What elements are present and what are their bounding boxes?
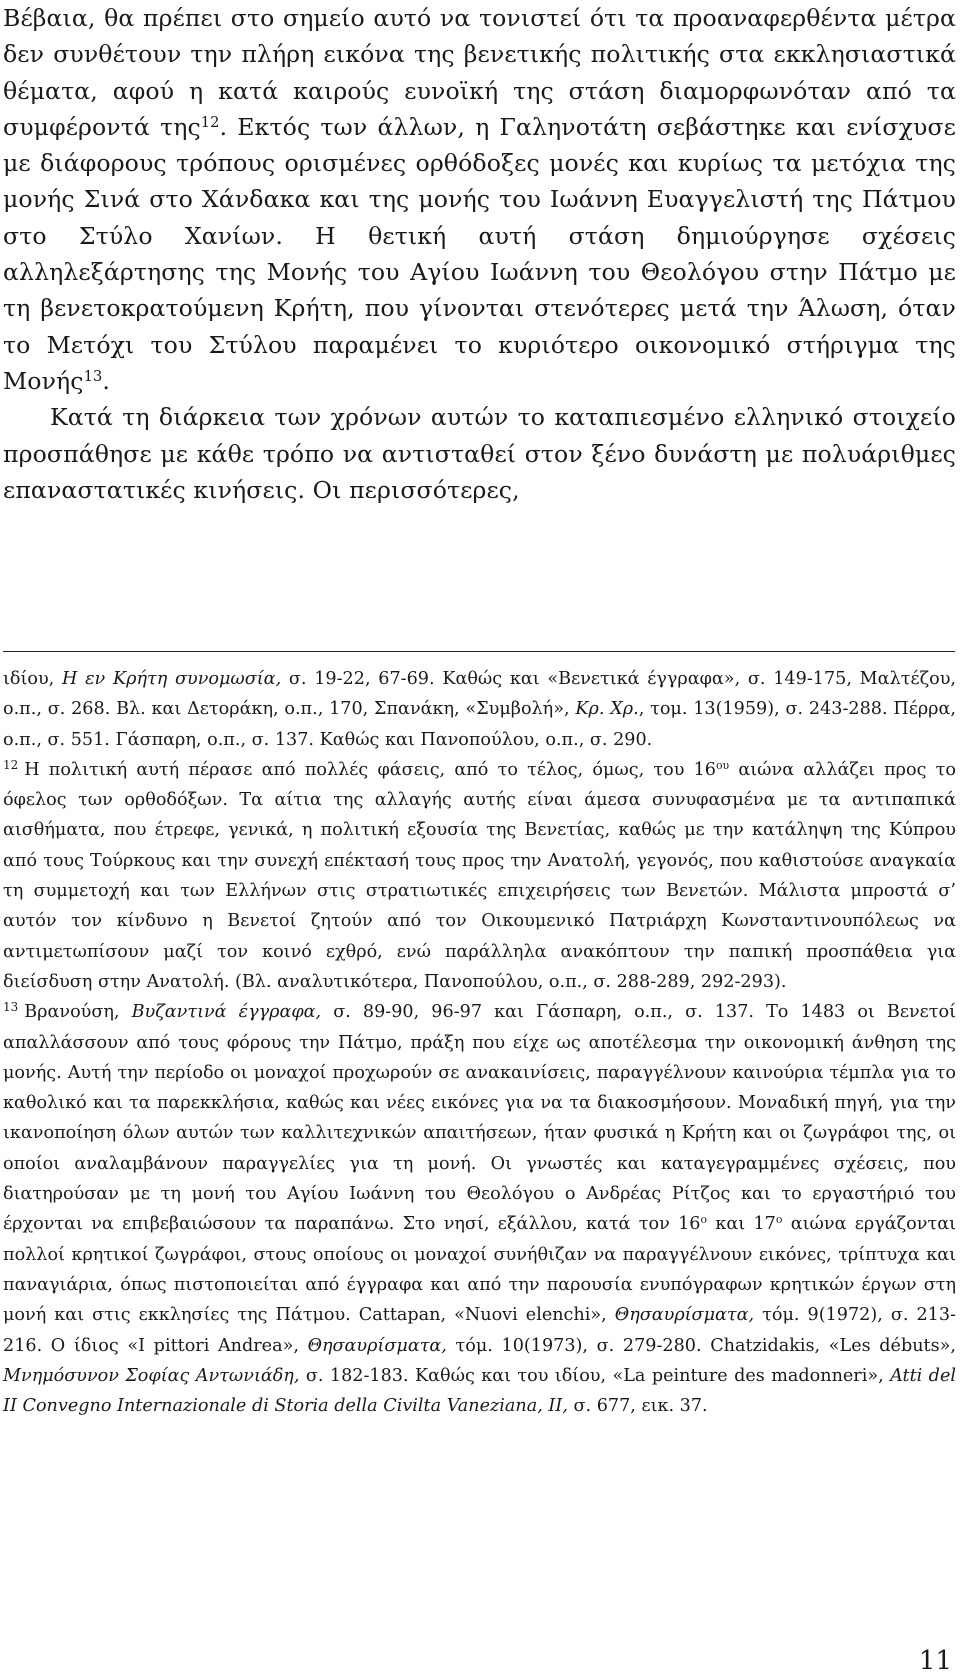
page-number: 11 (918, 1646, 952, 1676)
main-text (3, 0, 956, 508)
paragraph-1: Βέβαια, θα πρέπει στο σημείο αυτό να τονιστεί ότι τα προαναφερθέντα μέτρα δεν συνθέτουν την πλήρη εικόνα της βενετικής πολιτικής στα εκκλησιαστικά θέματα, αφού η κατά καιρούς ευνοϊκή της στάση διαμορφωνόταν από τα συμφέροντά της$^{12}$. Εκτός των άλλων, η Γαληνοτάτη σεβάστηκε και ενίσχυσε με διάφορους τρόπους ορισμένες ορθόδοξες μονές και κυρίως τα μετόχια της μονής Σινά στο Χάνδακα και της μονής του Ιωάννη Ευαγγελιστή της Πάτμου στο Στύλο Χανίων. Η θετική αυτή στάση δημιούργησε σχέσεις αλληλεξάρτησης της Μονής του Αγίου Ιωάννη του Θεολόγου στην Πάτμο με τη βενετοκρατούμενη Κρήτη, που γίνονται στενότερες μετά την Άλωση, όταν το Μετόχι του Στύλου παραμένει το κυριότερο οικονομικό στήριγμα της Μονής$^{13}$. (3, 4, 956, 395)
paragraph-2: Κατά τη διάρκεια των χρόνων αυτών το καταπιεσμένο ελληνικό στοιχείο προσπάθησε με κάθε τρόπο να αντισταθεί στον ξένο δυνάστη με πολυάριθμες επαναστατικές κινήσεις. Οι περισσότερες, (3, 403, 956, 504)
footnote-number: 13 (3, 1000, 19, 1015)
footnote-ref-12[interactable]: 12 (200, 113, 220, 131)
footnote-12: $^{12}$ Η πολιτική αυτή πέρασε από πολλές φάσεις, από το τέλος, όμως, του $16^{o\upsilon}$ αιώνα αλλάζει προς το όφελος των ορθοδόξων. Τα αίτια της αλλαγής αυτής είναι άμεσα συνυφασμένα με τα αντιπαπικά αισθήματα, που έτρεφε, γενικά, η πολιτική εξουσία της Βενετίας, καθώς με την κατάληψη της Κύπρου από τους Τούρκους και την συνεχή επέκτασή τους προς την Ανατολή, γεγονός, που καθιστούσε αναγκαία τη συμμετοχή και των Ελλήνων στις στρατιωτικές επιχειρήσεις των Βενετών. Μάλιστα μπροστά σ’ αυτόν τον κίνδυνο η Βενετοί ζητούν από τον Οικουμενικό Πατριάρχη Κωνσταντινουπόλεως να αντιμετωπίσουν μαζί τον κοινό εχθρό, ενώ παράλληλα ανακόπτουν την παπική προσπάθεια για διείσδυση στην Ανατολή. (Βλ. αναλυτικότερα, Πανοπούλου, ο.π., σ. 288-289, 292-293). (3, 757, 956, 992)
footnote-separator (3, 651, 955, 652)
footnote-13: $^{13}$ Βρανούση, Βυζαντινά έγγραφα, σ. 89-90, 96-97 και Γάσπαρη, ο.π., σ. 137. Το 1483 οι Βενετοί απαλλάσσουν από τους φόρους την Πάτμο, πράξη που είχε ως αποτέλεσμα την οικονομική άνθηση της μονής. Αυτή την περίοδο οι μοναχοί προχωρούν σε ανακαινίσεις, παραγγέλνουν καινούρια τέμπλα για το καθολικό και τα παρεκκλήσια, καθώς και νέες εικόνες για να τα διακοσμήσουν. Μοναδική πηγή, για την ικανοποίηση όλων αυτών των καλλιτεχνικών απαιτήσεων, ήταν φυσικά η Κρήτη και οι ζωγράφοι της, οι οποίοι αναλαμβάνουν παραγγελίες για τη μονή. Οι γνωστές και καταγεγραμμένες σχέσεις, που διατηρούσαν με τη μονή του Αγίου Ιωάννη του Θεολόγου ο Ανδρέας Ρίτζος και το εργαστήριό του έρχονται να επιβεβαιώσουν τα παραπάνω. Στο νησί, εξάλλου, κατά τον $16^o$ και $17^o$ αιώνα εργάζονται πολλοί κρητικοί ζωγράφοι, στους οποίους οι μοναχοί συνήθιζαν να παραγγέλνουν εικόνες, τρίπτυχα και παναγιάρια, όπως πιστοποιείται από έγγραφα και από την παρουσία ενυπόγραφων κρητικών έργων στη μονή και στις εκκλησίες της Πάτμου. Cattapan, «Nuovi elenchi», Θησαυρίσματα, τόμ. 9(1972), σ. 213-216. Ο ίδιος «I pittori Andrea», Θησαυρίσματα, τόμ. 10(1973), σ. 279-280. Chatzidakis, «Les débuts», Μνημόσυνον Σοφίας Αντωνιάδη, σ. 182-183. Καθώς και του ιδίου, «La peinture des madonneri», Atti del II Convegno Internazionale di Storia della Civilta Vaneziana, II, σ. 677, εικ. 37. (3, 1000, 957, 1417)
footnotes (3, 664, 956, 1421)
footnote-number: 12 (3, 757, 19, 772)
footnote-continued: ιδίου, Η εν Κρήτη συνομωσία, σ. 19-22, 67-69. Καθώς και «Βενετικά έγγραφα», σ. 149-175, Μαλτέζου, ο.π., σ. 268. Βλ. και Δετοράκη, ο.π., 170, Σπανάκη, «Συμβολή», Κρ. Χρ., τομ. 13(1959), σ. 243-288. Πέρρα, ο.π., σ. 551. Γάσπαρη, ο.π., σ. 137. Καθώς και Πανοπούλου, ο.π., σ. 290. (3, 669, 956, 750)
footnote-ref-13[interactable]: 13 (83, 367, 103, 385)
